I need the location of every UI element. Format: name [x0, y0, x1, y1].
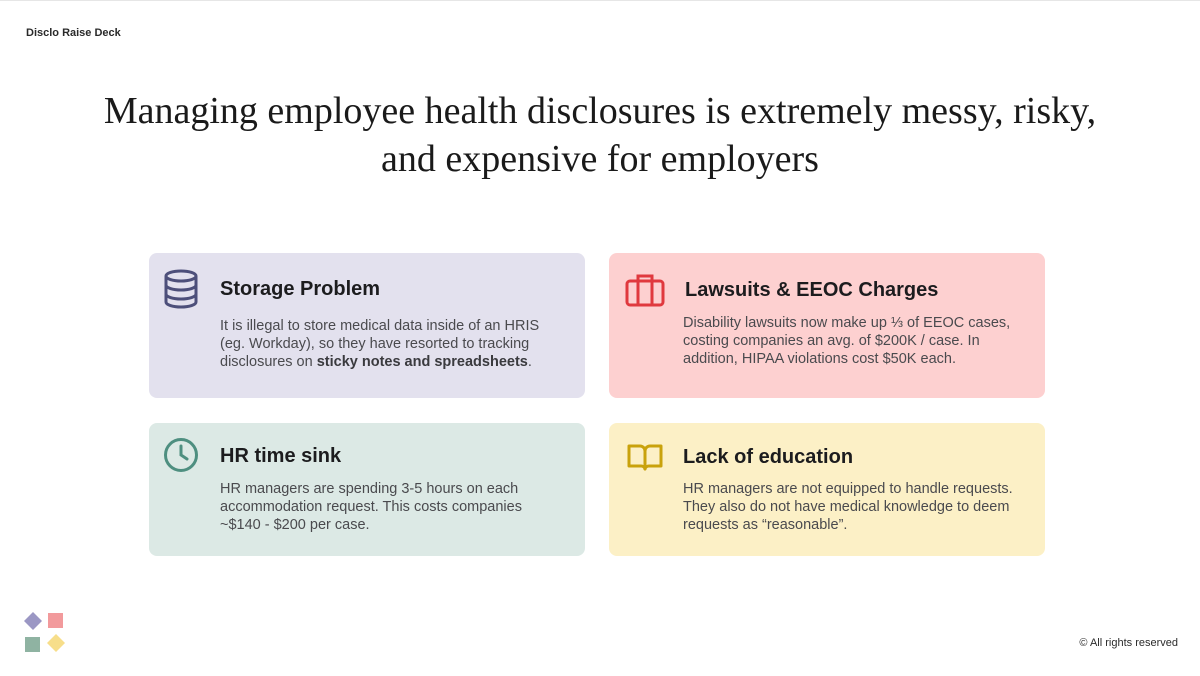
hr-time-sink-card [149, 423, 585, 556]
lawsuits-title: Lawsuits & EEOC Charges [685, 279, 939, 301]
lack-of-education-body: HR managers are not equipped to handle requests. They also do not have medical knowledge to deem requests as “reasonable”. [683, 481, 1013, 533]
lawsuits-card [609, 253, 1045, 398]
briefcase-icon [625, 273, 665, 312]
page-title-line-2: and expensive for employers [381, 138, 819, 180]
page-title [60, 87, 1140, 183]
page-title-line-1: Managing employee health disclosures is extremely messy, risky, [103, 90, 1097, 132]
copyright-notice: © All rights reserved [1079, 637, 1178, 649]
storage-problem-body [220, 317, 560, 371]
database-icon [163, 269, 199, 314]
disclo-logo-icon [22, 611, 68, 657]
storage-body-text: It is illegal to store medical data inside of an HRIS (eg. Workday), so they have resorted to tracking disclosures on [220, 318, 540, 370]
storage-body-emphasis: sticky notes and spreadsheets [316, 354, 528, 370]
clock-icon [163, 437, 199, 478]
hr-time-sink-body: HR managers are spending 3-5 hours on each accommodation request. This costs companies ~$140 - $200 per case. [220, 481, 522, 533]
hr-time-sink-title: HR time sink [220, 445, 342, 467]
lack-of-education-title: Lack of education [683, 446, 854, 468]
open-book-icon [627, 443, 663, 476]
storage-body-end: . [527, 354, 532, 370]
deck-name: Disclo Raise Deck [26, 27, 121, 39]
lawsuits-body: Disability lawsuits now make up ⅓ of EEOC cases, costing companies an avg. of $200K / case. In addition, HIPAA violations cost $50K each. [683, 315, 1011, 367]
lack-of-education-card [609, 423, 1045, 556]
storage-problem-card [149, 253, 585, 398]
storage-problem-title: Storage Problem [220, 278, 381, 300]
